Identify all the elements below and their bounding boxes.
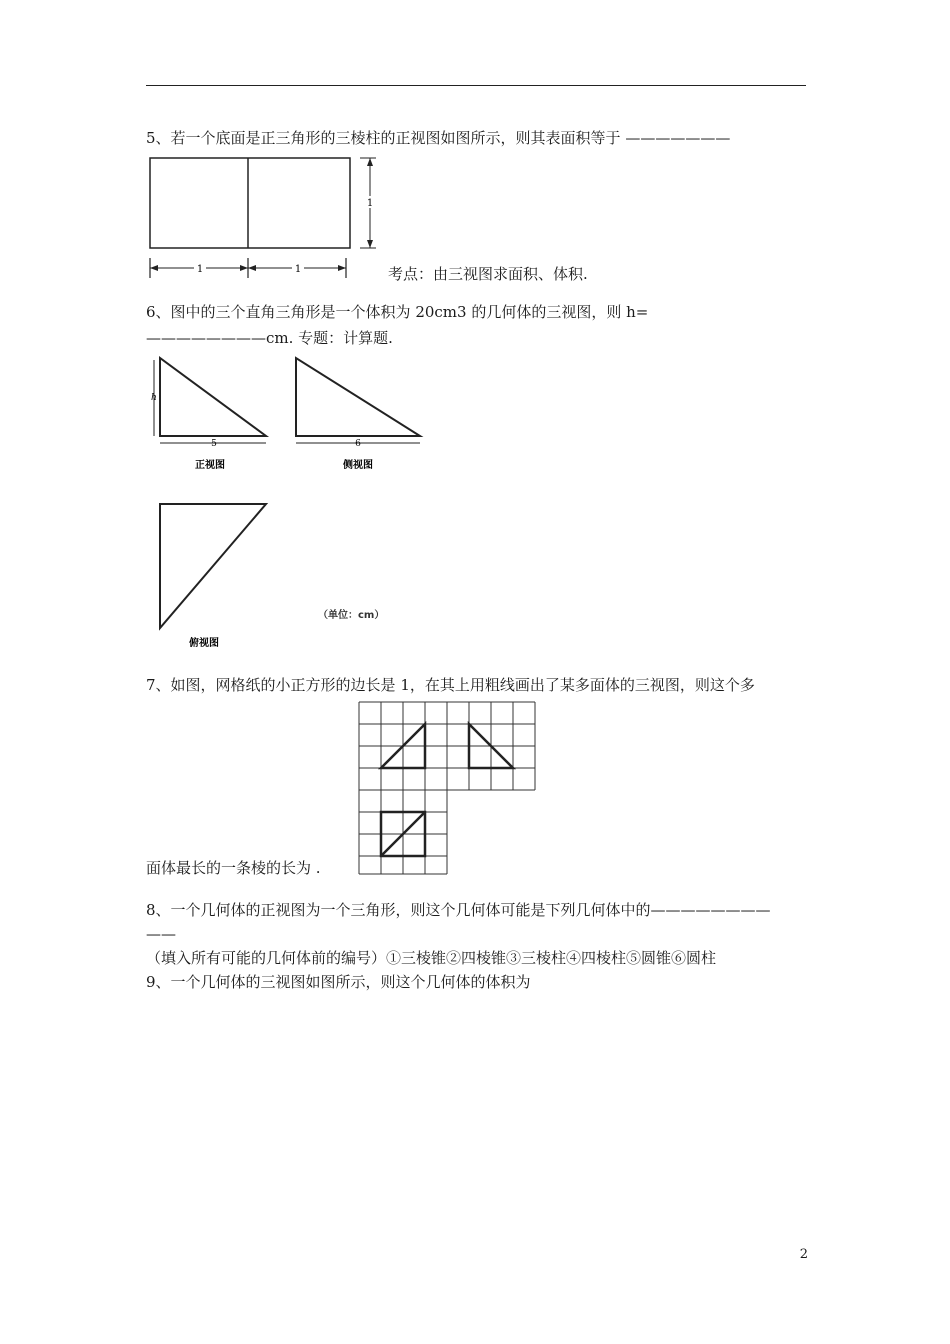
q5-dim-left: 1 [196,264,204,275]
q6-caption-top: 俯视图 [189,638,219,649]
q6-unit: （单位：cm） [318,610,385,621]
question-7-line1: 7、如图，网格纸的小正方形的边长是 1，在其上用粗线画出了某多面体的三视图，则这个多 [146,676,755,694]
q6-top-triangle [160,504,266,628]
q6-side-triangle [296,358,420,436]
q6-dim-side: 6 [355,439,361,449]
question-5-text: 5、若一个底面是正三角形的三棱柱的正视图如图所示，则其表面积等于 ——————— [146,129,731,147]
q6-top-view [148,498,278,653]
q6-label-h: h [151,393,157,403]
question-8-line1: 8、一个几何体的正视图为一个三角形，则这个几何体可能是下列几何体中的———————— [146,901,771,919]
q5-rectangle [150,158,350,248]
q5-note: 考点：由三视图求面积、体积. [388,265,588,283]
question-7-line2: 面体最长的一条棱的长为 . [146,859,321,877]
question-9-text: 9、一个几何体的三视图如图所示，则这个几何体的体积为 [146,973,531,991]
header-rule [146,85,806,86]
q5-front-view-figure [144,152,384,282]
page-number: 2 [799,1247,808,1262]
question-6-line1: 6、图中的三个直角三角形是一个体积为 20cm3 的几何体的三视图，则 h= [146,303,649,321]
q6-front-side-views [148,352,438,477]
q6-caption-front: 正视图 [195,460,225,471]
q5-dim-height: 1 [366,198,374,209]
question-6-line2: ————————cm. 专题：计算题. [146,329,393,347]
q6-dim-front: 5 [211,439,217,449]
q6-caption-side: 侧视图 [343,460,373,471]
q7-grid-three-views [357,700,537,876]
question-8-line3: （填入所有可能的几何体前的编号）①三棱锥②四棱锥③三棱柱④四棱柱⑤圆锥⑥圆柱 [146,949,717,967]
q6-front-triangle [160,358,266,436]
question-8-line2: —— [146,925,176,943]
q5-dim-right: 1 [294,264,302,275]
